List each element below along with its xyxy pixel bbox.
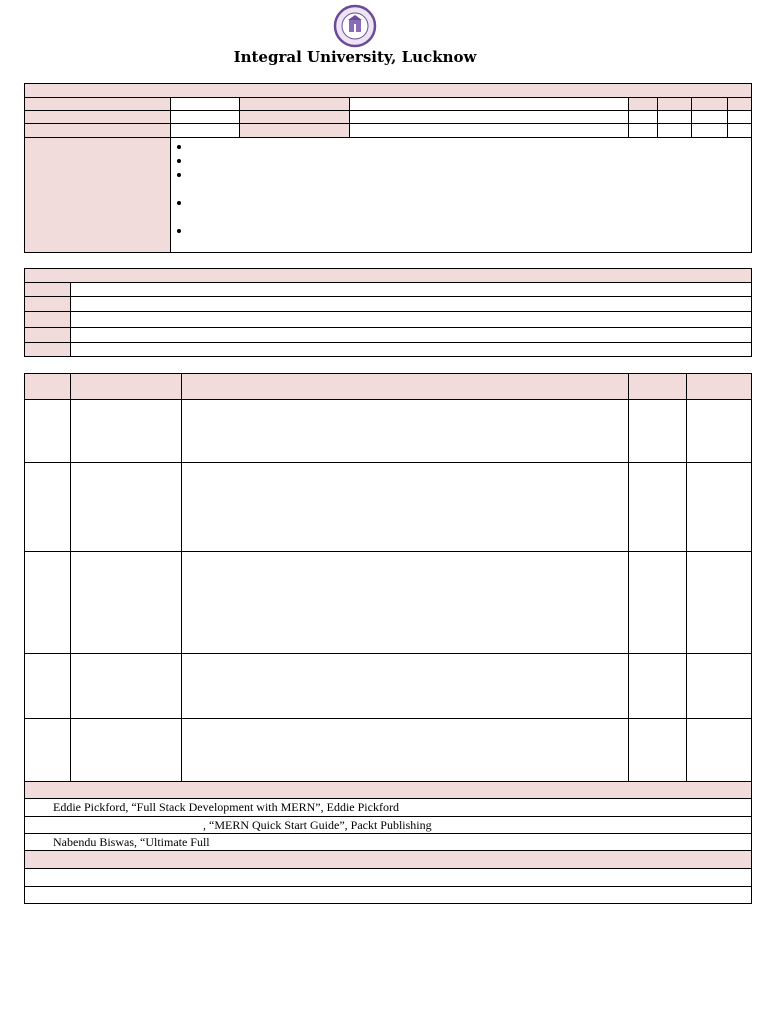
reference-row [25, 799, 752, 817]
list-item [191, 167, 751, 195]
course-objectives-row [25, 138, 752, 253]
course-info-row [25, 98, 752, 111]
table-row [25, 297, 752, 312]
table-row [25, 312, 752, 328]
reference-item: , “MERN Quick Start Guide”, Packt Publishing [25, 817, 752, 834]
reference-row [25, 834, 752, 851]
units-table [24, 373, 752, 904]
list-item [191, 223, 751, 237]
references-header [25, 851, 752, 869]
list-item [191, 195, 751, 223]
course-outcomes-table [24, 268, 752, 357]
units-header-row [25, 374, 752, 400]
course-info-row [25, 124, 752, 138]
university-seal-logo [330, 4, 380, 48]
reference-item: Eddie Pickford, “Full Stack Development with MERN”, Eddie Pickford [25, 799, 752, 817]
objectives-label-cell [25, 138, 171, 253]
outcomes-header [25, 269, 752, 283]
objectives-list [171, 139, 751, 237]
table-row [25, 887, 752, 904]
table-row [25, 869, 752, 887]
course-info-row [25, 111, 752, 124]
textbooks-header [25, 782, 752, 799]
course-info-header [25, 84, 752, 98]
table-row [25, 719, 752, 782]
table-row [25, 328, 752, 343]
list-item [191, 139, 751, 153]
table-row [25, 654, 752, 719]
table-row [25, 400, 752, 463]
university-name: Integral University, Lucknow [233, 48, 477, 66]
objectives-list-cell [171, 138, 752, 253]
reference-item: Nabendu Biswas, “Ultimate Full [25, 834, 752, 851]
reference-row [25, 817, 752, 834]
table-row [25, 552, 752, 654]
course-info-table [24, 83, 752, 253]
list-item [191, 153, 751, 167]
table-row [25, 463, 752, 552]
table-row [25, 343, 752, 357]
table-row [25, 283, 752, 297]
